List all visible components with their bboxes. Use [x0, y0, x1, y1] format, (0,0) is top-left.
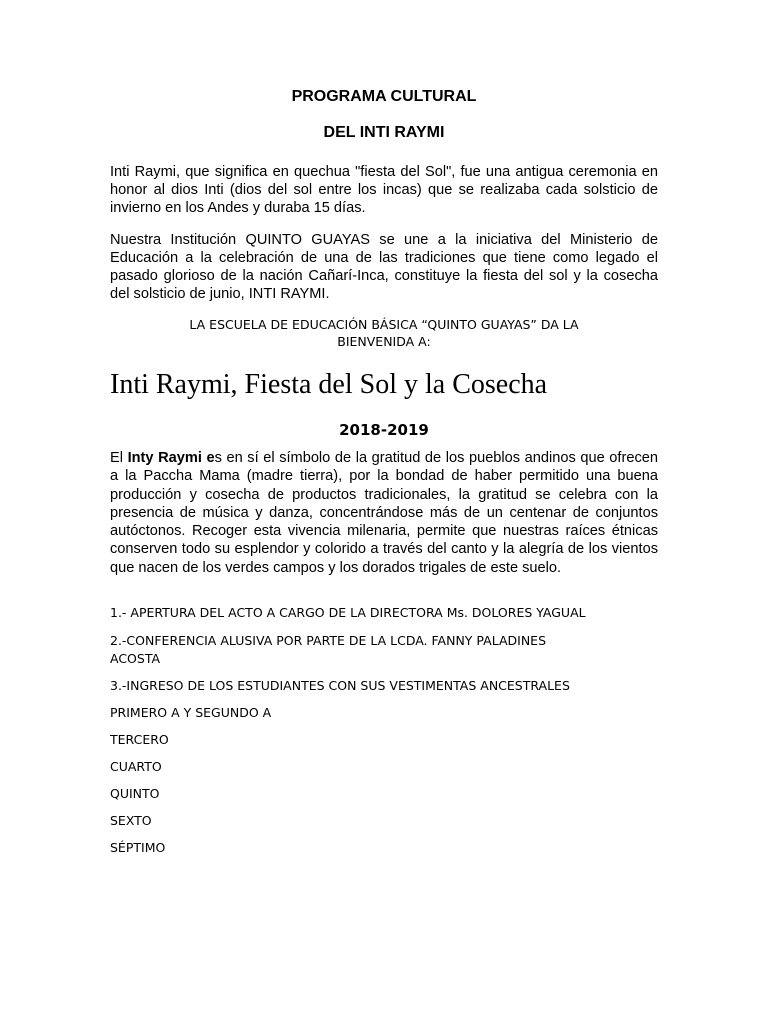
description-pre: El: [110, 450, 128, 466]
welcome-line-1: LA ESCUELA DE EDUCACIÓN BÁSICA “QUINTO GUAYAS” DA LA: [189, 317, 579, 332]
program-item-2-line-2: ACOSTA: [110, 651, 161, 666]
program-item-2-line-1: 2.-CONFERENCIA ALUSIVA POR PARTE DE LA LCDA. FANNY PALADINES: [110, 633, 546, 648]
grade-item: SEXTO: [110, 813, 152, 828]
document-subtitle: DEL INTI RAYMI: [323, 124, 445, 141]
grade-item: CUARTO: [110, 759, 162, 774]
intro-paragraph-1: Inti Raymi, que significa en quechua "fiesta del Sol", fue una antigua ceremonia en honor al dios Inti (dios del sol entre los incas) que se realizaba cada solsticio de invierno en los Andes y duraba 15 días.: [110, 164, 658, 216]
grade-item: SÉPTIMO: [110, 840, 166, 855]
event-year: 2018-2019: [339, 421, 429, 439]
grade-item: TERCERO: [110, 732, 169, 747]
welcome-line-2: BIENVENIDA A:: [337, 334, 431, 349]
program-item-3: 3.-INGRESO DE LOS ESTUDIANTES CON SUS VESTIMENTAS ANCESTRALES: [110, 678, 570, 693]
grade-item: PRIMERO A Y SEGUNDO A: [110, 705, 272, 720]
intro-paragraph-2: Nuestra Institución QUINTO GUAYAS se une a la iniciativa del Ministerio de Educación a la celebración de una de las tradiciones que tiene como legado el pasado glorioso de la nación Cañarí-Inca, constituye la fiesta del sol y la cosecha del solsticio de junio, INTI RAYMI.: [110, 232, 658, 302]
program-item-1: 1.- APERTURA DEL ACTO A CARGO DE LA DIRECTORA Ms. DOLORES YAGUAL: [110, 605, 586, 620]
grade-item: QUINTO: [110, 786, 160, 801]
description-rest: s en sí el símbolo de la gratitud de los pueblos andinos que ofrecen a la Paccha Mama (madre tierra), por la bondad de haber permitido una buena producción y cosecha de productos tradicionales, la gratitud se celebra con la presencia de música y danza, concentrándose más de un centenar de conjuntos autóctonos. Recoger esta vivencia milenaria, permite que nuestras raíces étnicas conserven todo su esplendor y colorido a través del canto y la alegría de los vientos que nacen de los verdes campos y los dorados trigales de este suelo.: [110, 450, 658, 576]
description-bold: Inty Raymi e: [127, 450, 215, 466]
event-name-heading: Inti Raymi, Fiesta del Sol y la Cosecha: [110, 369, 548, 400]
document-title: PROGRAMA CULTURAL: [291, 88, 477, 105]
description-paragraph: [110, 449, 658, 577]
